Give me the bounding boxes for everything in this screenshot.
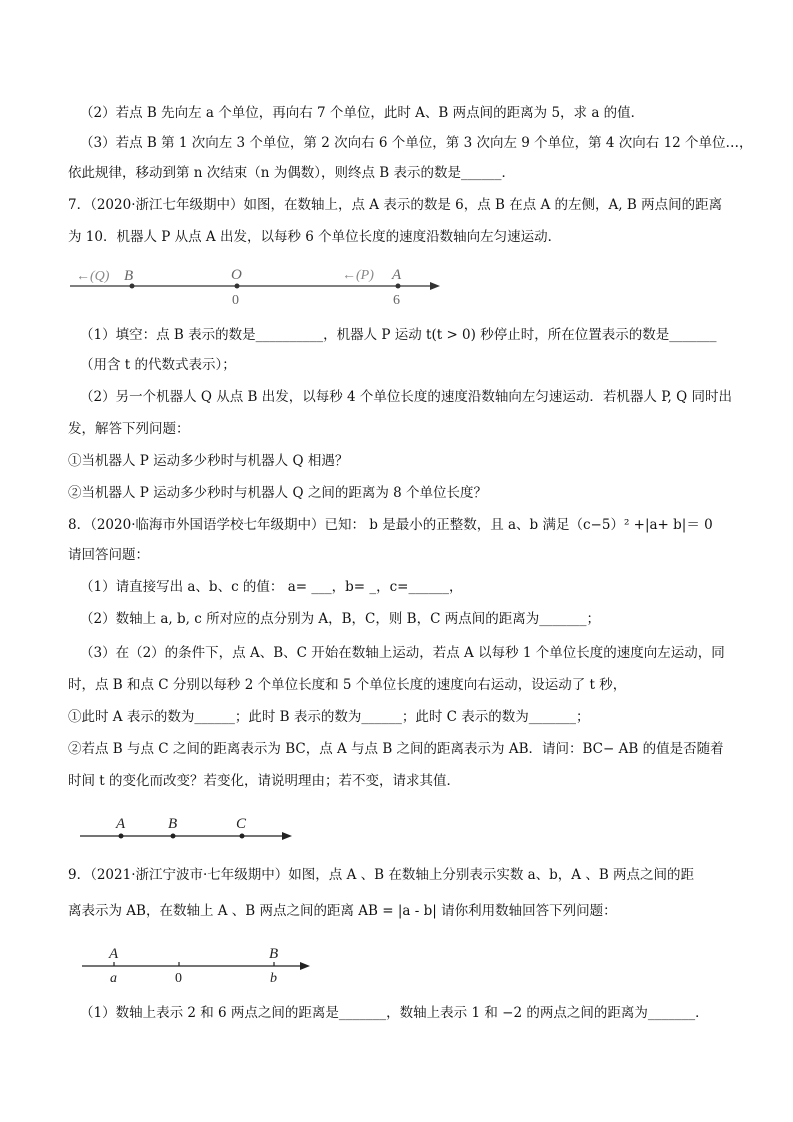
six-label: 6	[393, 293, 400, 308]
point-B-label: B	[269, 946, 279, 962]
point-b-label: B	[168, 816, 178, 832]
q8-sub2: ②若点 B 与点 C 之间的距离表示为 BC，点 A 与点 B 之间的距离表示为 AB．请问：BC− AB 的值是否随着	[68, 741, 724, 757]
q8-part3: （3）在（2）的条件下，点 A、B、C 开始在数轴上运动，若点 A 以每秒 1 个单位长度的速度向左运动，同	[80, 645, 725, 661]
q-arrow-label: ←(Q)	[76, 269, 110, 284]
q6-part3-cont: 依此规律，移动到第 n 次结束（n 为偶数），则终点 B 表示的数是______．	[68, 165, 516, 181]
q8-part1: （1）请直接写出 a、b、c 的值： a= ___，b= _，c=______，	[80, 579, 463, 595]
q8-number-line-figure	[78, 812, 298, 852]
q8-part3-cont: 时，点 B 和点 C 分别以每秒 2 个单位长度和 5 个单位长度的速度向右运动，设运动了 t 秒，	[68, 677, 627, 693]
p-arrow-label: ←(P)	[342, 268, 374, 283]
q8-sub2-cont: 时间 t 的变化而改变？若变化，请说明理由；若不变，请求其值．	[68, 773, 461, 789]
q7-stem: 7．（2020·浙江七年级期中）如图，在数轴上，点 A 表示的数是 6，点 B 在点 A 的左侧，A, B 两点间的距离	[68, 197, 723, 213]
q8-stem: 8．（2020·临海市外国语学校七年级期中）已知： b 是最小的正整数，且 a、b 满足（c−5）² +|a+ b|＝ 0	[68, 517, 713, 533]
value-b-label: b	[270, 971, 277, 986]
q7-stem-cont: 为 10．机器人 P 从点 A 出发，以每秒 6 个单位长度的速度沿数轴向左匀速运动．	[68, 229, 562, 245]
q8-sub1: ①此时 A 表示的数为______；此时 B 表示的数为______；此时 C 表示的数为_______；	[68, 709, 590, 725]
point-A-label: A	[109, 946, 119, 962]
q7-sub2: ②当机器人 P 运动多少秒时与机器人 Q 之间的距离为 8 个单位长度？	[68, 485, 487, 501]
q7-part2: （2）另一个机器人 Q 从点 B 出发，以每秒 4 个单位长度的速度沿数轴向左匀速运动．若机器人 P, Q 同时出	[80, 389, 732, 405]
point-o-label: O	[231, 267, 242, 283]
q9-part1: （1）数轴上表示 2 和 6 两点之间的距离是_______，数轴上表示 1 和 −2 的两点之间的距离为_______．	[80, 1005, 709, 1021]
q7-part2-cont: 发，解答下列问题：	[68, 421, 190, 437]
q8-part2: （2）数轴上 a, b, c 所对应的点分别为 A，B，C，则 B，C 两点间的距离为_______；	[80, 611, 600, 627]
q7-part1: （1）填空：点 B 表示的数是__________，机器人 P 运动 t(t > 0) 秒停止时，所在位置表示的数是_______	[80, 327, 717, 343]
q9-stem: 9．（2021·浙江宁波市·七年级期中）如图，点 A 、B 在数轴上分别表示实数 a、b，A 、B 两点之间的距	[68, 867, 695, 883]
q6-part3: （3）若点 B 第 1 次向左 3 个单位，第 2 次向右 6 个单位，第 3 次向左 9 个单位，第 4 次向右 12 个单位…，	[80, 135, 753, 151]
zero-label: 0	[175, 971, 182, 986]
q9-stem-cont: 离表示为 AB，在数轴上 A 、B 两点之间的距离 AB = |a - b| 请你利用数轴回答下列问题：	[68, 903, 617, 919]
point-a-label: A	[116, 816, 126, 832]
q7-number-line-figure	[70, 262, 450, 316]
q7-sub1: ①当机器人 P 运动多少秒时与机器人 Q 相遇？	[68, 453, 349, 469]
point-c-label: C	[236, 816, 247, 832]
q6-part2: （2）若点 B 先向左 a 个单位，再向右 7 个单位，此时 A、B 两点间的距离为 5，求 a 的值．	[80, 105, 645, 121]
q9-number-line-figure	[80, 940, 320, 990]
zero-label: 0	[232, 293, 239, 308]
point-a-label: A	[392, 267, 402, 283]
q8-stem-cont: 请回答问题：	[68, 547, 149, 563]
q7-part1-cont: （用含 t 的代数式表示）；	[80, 357, 236, 373]
point-b-label: B	[124, 268, 134, 284]
value-a-label: a	[110, 971, 117, 986]
